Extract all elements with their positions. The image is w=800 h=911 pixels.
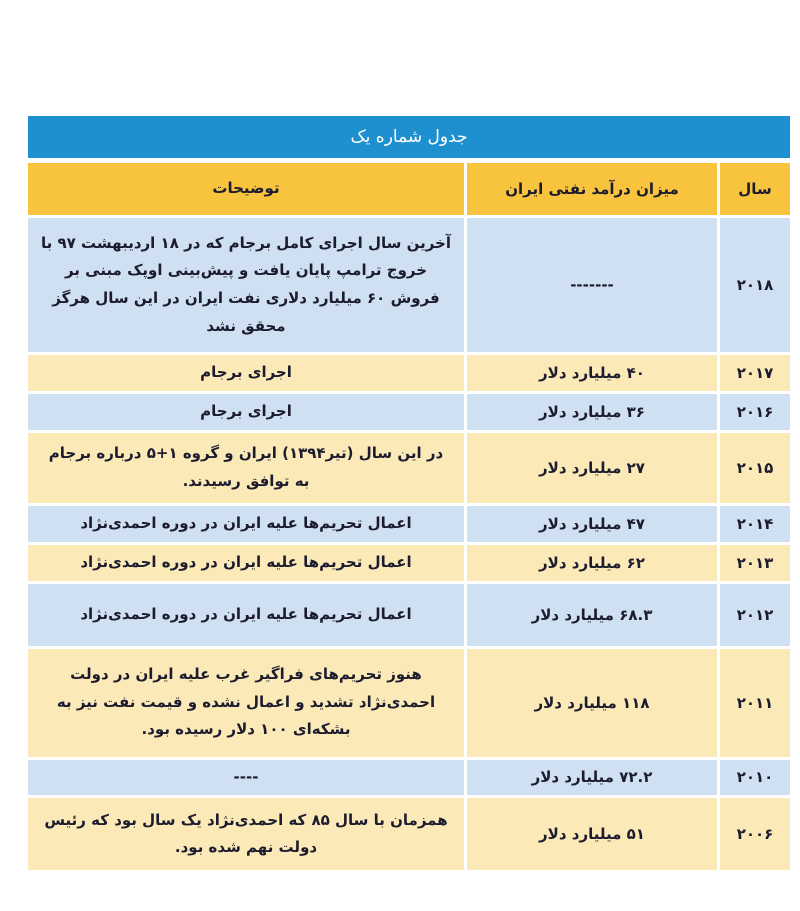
header-description: توضیحات bbox=[28, 163, 467, 215]
revenue-cell: ۱۱۸ میلیارد دلار bbox=[467, 649, 720, 757]
table-row bbox=[28, 506, 790, 542]
description-cell: هنوز تحریم‌های فراگیر غرب علیه ایران در دولت احمدی‌نژاد تشدید و اعمال نشده و قیمت نفت نیز به بشکه‌ای ۱۰۰ دلار رسیده بود. bbox=[28, 649, 467, 757]
year-cell: ۲۰۰۶ bbox=[720, 798, 790, 870]
revenue-cell: ۵۱ میلیارد دلار bbox=[467, 798, 720, 870]
table-row bbox=[28, 433, 790, 503]
table-row bbox=[28, 394, 790, 430]
revenue-cell: ۲۷ میلیارد دلار bbox=[467, 433, 720, 503]
table-row bbox=[28, 545, 790, 581]
description-cell: اعمال تحریم‌ها علیه ایران در دوره احمدی‌نژاد bbox=[28, 506, 467, 542]
table-row bbox=[28, 649, 790, 757]
description-cell: همزمان با سال ۸۵ که احمدی‌نژاد یک سال بود که رئیس دولت نهم شده بود. bbox=[28, 798, 467, 870]
revenue-cell: ------- bbox=[467, 218, 720, 352]
revenue-cell: ۴۰ میلیارد دلار bbox=[467, 355, 720, 391]
description-cell: اجرای برجام bbox=[28, 355, 467, 391]
revenue-cell: ۳۶ میلیارد دلار bbox=[467, 394, 720, 430]
revenue-cell: ۶۸.۳ میلیارد دلار bbox=[467, 584, 720, 646]
table-row bbox=[28, 218, 790, 352]
description-cell: اعمال تحریم‌ها علیه ایران در دوره احمدی‌نژاد bbox=[28, 584, 467, 646]
header-row bbox=[28, 163, 790, 215]
table-row bbox=[28, 584, 790, 646]
table-row bbox=[28, 355, 790, 391]
header-revenue: میزان درآمد نفتی ایران bbox=[467, 163, 720, 215]
table-row bbox=[28, 760, 790, 796]
year-cell: ۲۰۱۳ bbox=[720, 545, 790, 581]
data-table bbox=[28, 160, 790, 873]
year-cell: ۲۰۱۱ bbox=[720, 649, 790, 757]
year-cell: ۲۰۱۴ bbox=[720, 506, 790, 542]
year-cell: ۲۰۱۵ bbox=[720, 433, 790, 503]
table-row bbox=[28, 798, 790, 870]
year-cell: ۲۰۱۸ bbox=[720, 218, 790, 352]
revenue-cell: ۴۷ میلیارد دلار bbox=[467, 506, 720, 542]
revenue-cell: ۶۲ میلیارد دلار bbox=[467, 545, 720, 581]
year-cell: ۲۰۱۷ bbox=[720, 355, 790, 391]
year-cell: ۲۰۱۰ bbox=[720, 760, 790, 796]
description-cell: ---- bbox=[28, 760, 467, 796]
description-cell: در این سال (تیر۱۳۹۴) ایران و گروه ۱+۵ درباره برجام به توافق رسیدند. bbox=[28, 433, 467, 503]
revenue-cell: ۷۲.۲ میلیارد دلار bbox=[467, 760, 720, 796]
oil-revenue-table bbox=[28, 116, 790, 873]
table-title: جدول شماره یک bbox=[28, 116, 790, 158]
description-cell: اجرای برجام bbox=[28, 394, 467, 430]
year-cell: ۲۰۱۶ bbox=[720, 394, 790, 430]
description-cell: اعمال تحریم‌ها علیه ایران در دوره احمدی‌نژاد bbox=[28, 545, 467, 581]
year-cell: ۲۰۱۲ bbox=[720, 584, 790, 646]
header-year: سال bbox=[720, 163, 790, 215]
description-cell: آخرین سال اجرای کامل برجام که در ۱۸ اردیبهشت ۹۷ با خروج ترامپ پایان یافت و پیش‌بینی اوپک مبنی بر فروش ۶۰ میلیارد دلاری نفت ایران در این سال هرگز محقق نشد bbox=[28, 218, 467, 352]
